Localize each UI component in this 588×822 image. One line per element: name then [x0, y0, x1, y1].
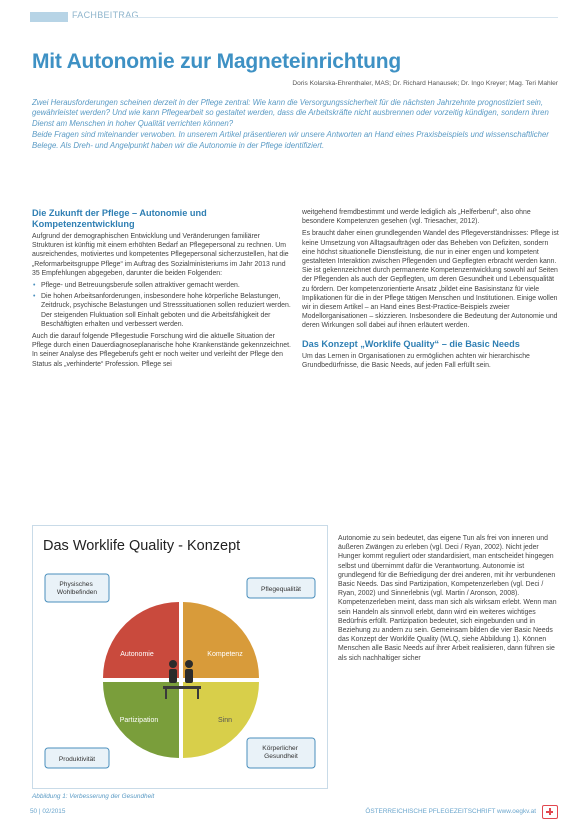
section-heading: Das Konzept „Worklife Quality“ – die Basic Needs: [302, 338, 520, 349]
page-number: 50 | 02/2015: [30, 808, 66, 815]
quadrant-kompetenz: [183, 602, 259, 678]
quadrant-label: Autonomie: [120, 651, 154, 658]
intro-paragraph: Beide Fragen sind miteinander verwoben. In unserem Artikel präsentieren wir unsere Antworten an Hand eines Praxisbeispiels und wissenschaftlicher Belege. Als Dreh- und Angelpunkt haben wir die Autonomie in der Pflege identifiziert.: [32, 130, 549, 150]
body-paragraph: Es braucht daher einen grundlegenden Wandel des Pflegeverständnisses: Pflege ist keine Umsetzung von Alltagsaufträgen oder das Beheben von Defiziten, sondern eine höchst situationelle Dienstleistung, die nur in einer engen und kompetent gestalteten Interaktion zwischen Pflegenden und Gepflegten erbracht werden kann. Sie ist gekennzeichnet durch permanente Kompetenzentwicklung sowohl auf Seiten der Pflegenden als auch der Gepflegten, um deren Gesundheit und Lebensqualität zu fördern. Der kompetenzorientierte Ansatz „bildet eine Basisinstanz für viele Implikationen für die in der Pflege tätigen Menschen und Institutionen. Einige wollen wir in diesem Artikel – an Hand eines Best-Practice-Beispiels zweier Modellorganisationen – skizzieren. Insbesondere die Bedeutung der Autonomie und deren Wirkungen soll dabei auf ihnen erläutert werden.: [302, 230, 559, 330]
worklife-quality-diagram: [33, 526, 329, 790]
right-column: [302, 208, 560, 373]
figure-title: Das Worklife Quality - Konzept: [43, 538, 241, 554]
body-paragraph: Autonomie zu sein bedeutet, das eigene Tun als frei von inneren und äußeren Zwängen zu erleben (vgl. Deci / Ryan, 2002). Nicht jeder Hunger kommt reguliert oder standardisiert, man entscheidet hingegen selbst und übernimmt dafür die Verantwortung. Autonomie ist grundlegend für die Befriedigung der drei anderen, mit ihr verbundenen Basic Needs. Das sind Partizipation, Kompetenzerleben (vgl. Deci / Ryan, 2002) und Sinnerlebnis (vgl. Martin / Aronson, 2008). Kompetenzerleben meint, dass man sich als wirksam erlebt. Wenn man sein Handeln als sinnvoll erlebt, dann wird ein weiteres wichtiges Bedürfnis erfüllt. Partizipation bedeutet, sich eingebunden und in Beziehung zu andern zu sein. Gemeinsam bilden die vier Basic Needs das Konzept der Worklife Quality (WLQ, siehe Abbildung 1). Können Menschen alle Basic Needs auf ihrer Arbeit realisieren, dann führen sie als sich nachhaltiger sicher: [338, 535, 557, 662]
right-column-continued: [338, 534, 560, 663]
quadrant-label: Partizipation: [119, 717, 159, 724]
article-title: Mit Autonomie zur Magneteinrichtung: [32, 50, 402, 73]
box-label: Produktivität: [58, 756, 96, 763]
header-rule: [122, 17, 558, 18]
left-column: [32, 208, 292, 372]
box-label: Physisches Wohlbefinden: [56, 581, 98, 596]
cross-logo-icon: [542, 805, 558, 819]
section-tag: FACHBEITRAG: [72, 10, 139, 20]
section-heading: Die Zukunft der Pflege – Autonomie und Kompetenzentwicklung: [32, 208, 207, 229]
box-label: Pflegequalität: [261, 586, 301, 593]
quadrant-label: Kompetenz: [207, 651, 243, 658]
article-authors: Doris Kolarska-Ehrenthaler, MAS; Dr. Richard Hanausek; Dr. Ingo Kreyer; Mag. Teri Mahler: [292, 80, 558, 87]
body-paragraph: Um das Lernen in Organisationen zu ermöglichen achten wir hierarchische Grundbedürfnisse, die Basic Needs, auf jeden Fall erfüllt sein.: [302, 352, 530, 369]
quadrant-label: Sinn: [217, 717, 233, 724]
figure-worklife-quality: [32, 525, 328, 789]
bullet-item: • Pflege- und Betreuungsberufe sollen attraktiver gemacht werden.: [32, 281, 292, 290]
figure-caption: Abbildung 1: Verbesserung der Gesundheit: [32, 793, 155, 800]
box-top-left: [45, 574, 109, 602]
quadrant-autonomie: [103, 602, 179, 678]
header-accent-block: [30, 12, 68, 22]
body-paragraph: weitgehend fremdbestimmt und werde lediglich als „Helferberuf“, also ohne besondere Kompetenzen gesehen (vgl. Triesacher, 2012).: [302, 209, 531, 226]
article-intro: [32, 98, 558, 152]
body-paragraph: Auch die darauf folgende Pflegestudie Forschung wird die aktuelle Situation der Pflege durch einen Dauerdiagnoseplanarische hohe Krankenstände gekennzeichnet. In seiner Analyse des Pflegeberufs geht er noch weiter und verleiht der Pflege den Status als „verhinderte“ Profession. Pflege sei: [32, 333, 291, 368]
intro-paragraph: Zwei Herausforderungen scheinen derzeit in der Pflege zentral: Wie kann die Versorgungssicherheit für die nächsten Jahrzehnte prognostiziert sein, gewährleistet werden? Und wie kann Pflegearbeit so gestaltet werden, dass die Arbeitskräfte nicht ausbrennen oder vorzeitig kündigen, sondern ihren Dienst am Menschen in hoher Qualität verrichten können?: [32, 98, 549, 128]
journal-name: ÖSTERREICHISCHE PFLEGEZEITSCHRIFT www.oegkv.at: [365, 808, 536, 815]
box-label: Körperlicher Gesundheit: [262, 745, 298, 760]
bullet-item: • Die hohen Arbeitsanforderungen, insbesondere hohe körperliche Belastungen, Zeitdruck, psychische Belastungen und Stresssituationen sollen reduziert werden. Der steigenden Fluktuation soll Einhalt geboten und die Arbeitsfähigkeit der Beschäftigten erhalten und verbessert werden.: [32, 292, 292, 329]
section-header: [30, 10, 558, 24]
body-paragraph: Aufgrund der demographischen Entwicklung und Veränderungen familiärer Strukturen ist künftig mit einem erhöhten Bedarf an Pflegepersonal zu rechnen. Um ausreichendes, motiviertes und kompetentes Pflegepersonal sicherzustellen, hat die „Reformarbeitsgruppe Pflege“ im Auftrag des Sozialministeriums im Jahr 2013 rund 35 Empfehlungen abgegeben, darunter die beiden Folgenden:: [32, 233, 289, 277]
bullet-list: [32, 281, 292, 329]
page-footer: [30, 808, 558, 820]
